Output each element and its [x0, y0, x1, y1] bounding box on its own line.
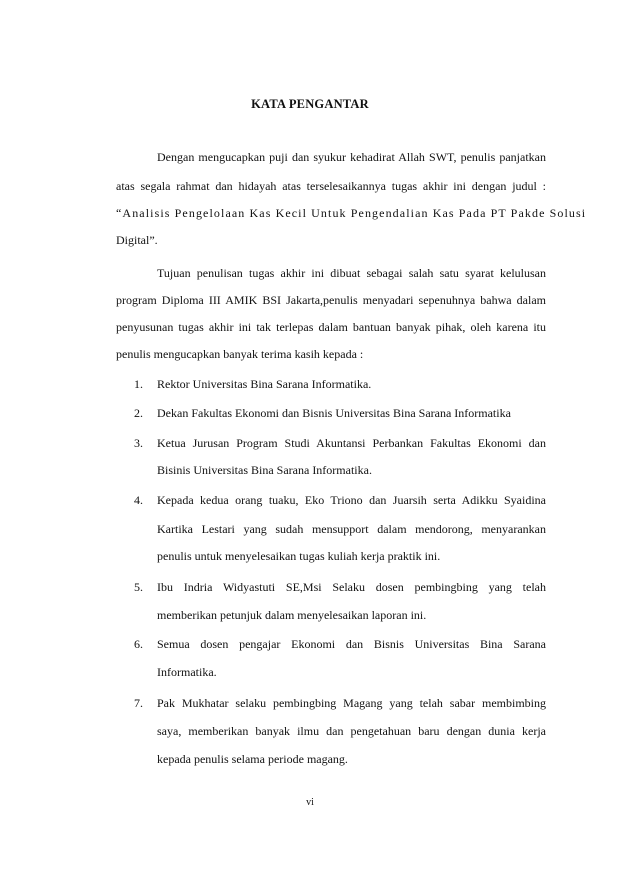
list-item-line: Dekan Fakultas Ekonomi dan Bisnis Universitas Bina Sarana Informatika	[157, 406, 511, 420]
paragraph-line: atas segala rahmat dan hidayah atas terselesaikannya tugas akhir ini dengan judul :	[116, 179, 546, 193]
list-number: 3.	[134, 436, 143, 450]
paragraph-line: Tujuan penulisan tugas akhir ini dibuat sebagai salah satu syarat kelulusan	[157, 266, 546, 280]
list-item-line: penulis untuk menyelesaikan tugas kuliah kerja praktik ini.	[157, 549, 441, 563]
list-item-line: Pak Mukhatar selaku pembingbing Magang yang telah sabar membimbing	[157, 696, 546, 710]
list-item-line: Rektor Universitas Bina Sarana Informatika.	[157, 377, 372, 391]
list-item-line: Kartika Lestari yang sudah mensupport dalam mendorong, menyarankan	[157, 522, 546, 536]
list-number: 7.	[134, 696, 143, 710]
list-item-line: kepada penulis selama periode magang.	[157, 752, 348, 766]
list-item-line: Ketua Jurusan Program Studi Akuntansi Perbankan Fakultas Ekonomi dan	[157, 436, 546, 450]
page-title: KATA PENGANTAR	[251, 97, 369, 111]
list-item-line: Informatika.	[157, 665, 217, 679]
paragraph-line: Digital”.	[116, 233, 158, 247]
list-number: 6.	[134, 637, 143, 651]
list-item-line: Semua dosen pengajar Ekonomi dan Bisnis Universitas Bina Sarana	[157, 637, 546, 651]
list-number: 2.	[134, 406, 143, 420]
list-item-line: Bisinis Universitas Bina Sarana Informatika.	[157, 463, 372, 477]
list-item-line: saya, memberikan banyak ilmu dan pengetahuan baru dengan dunia kerja	[157, 724, 546, 738]
list-item-line: memberikan petunjuk dalam menyelesaikan laporan ini.	[157, 608, 427, 622]
list-number: 4.	[134, 493, 143, 507]
paragraph-line: “Analisis Pengelolaan Kas Kecil Untuk Pengendalian Kas Pada PT Pakde Solusi	[116, 206, 587, 220]
page-number: vi	[306, 797, 314, 808]
list-item-line: Ibu Indria Widyastuti SE,Msi Selaku dosen pembingbing yang telah	[157, 580, 546, 594]
paragraph-line: penyusunan tugas akhir ini tak terlepas dalam bantuan banyak pihak, oleh karena itu	[116, 320, 546, 334]
list-number: 1.	[134, 377, 143, 391]
paragraph-line: program Diploma III AMIK BSI Jakarta,penulis menyadari sepenuhnya bahwa dalam	[116, 293, 546, 307]
list-item-line: Kepada kedua orang tuaku, Eko Triono dan Juarsih serta Adikku Syaidina	[157, 493, 546, 507]
list-number: 5.	[134, 580, 143, 594]
paragraph-line: Dengan mengucapkan puji dan syukur kehadirat Allah SWT, penulis panjatkan	[157, 150, 546, 164]
paragraph-line: penulis mengucapkan banyak terima kasih kepada :	[116, 347, 364, 361]
